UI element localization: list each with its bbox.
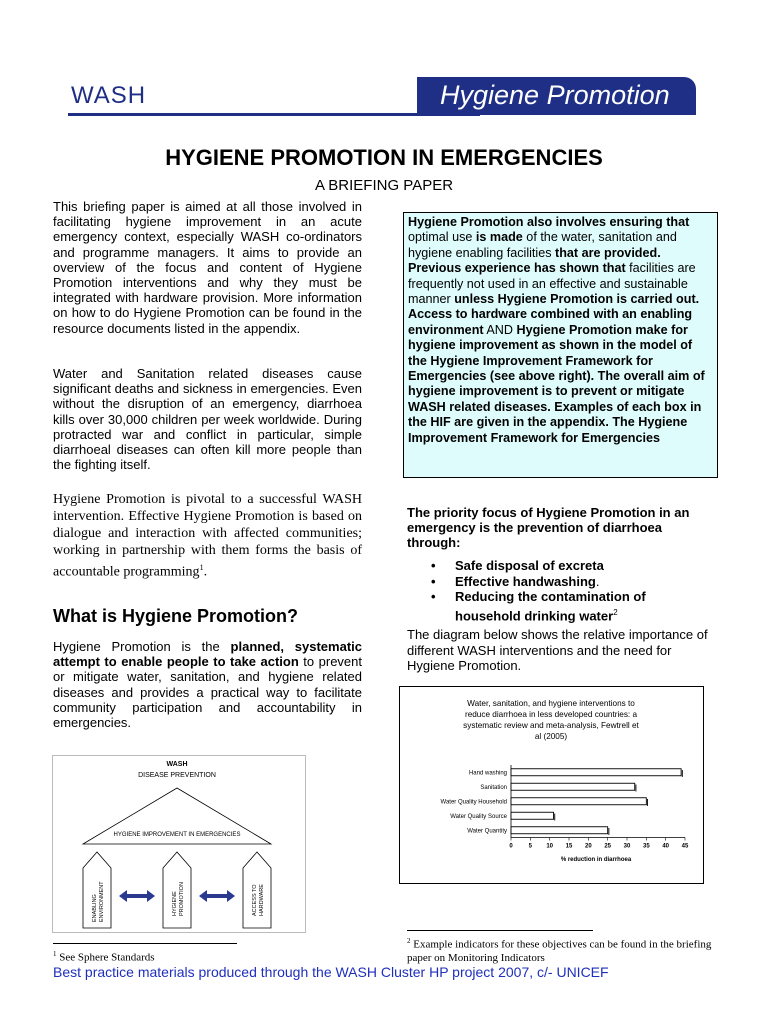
chart-title-line-2: reduce diarrhoea in less developed countries: a <box>464 710 638 719</box>
chart-x-axis-label: % reduction in diarrhoea <box>560 857 632 863</box>
section-heading: What is Hygiene Promotion? <box>53 606 299 626</box>
diagram-intro-paragraph: The diagram below shows the relative importance of different WASH interventions and the need for Hygiene Promotion. <box>407 627 708 673</box>
pillar-promotion-label-1: HYGIENE <box>172 891 178 916</box>
chart-bar <box>511 798 646 805</box>
box-s4: of the water, sanitation and hygiene enabling facilities <box>408 230 677 260</box>
chart-title-line-1: Water, sanitation, and hygiene interventions to <box>467 699 635 708</box>
hif-diagram <box>52 755 306 933</box>
priority-list <box>431 558 711 623</box>
chart-category-label: Sanitation <box>480 784 507 791</box>
box-s7: unless Hygiene Promotion is carried out. Access to hardware combined with an enabling environment <box>408 292 700 337</box>
chart-plot-area <box>441 765 689 850</box>
hif-diagram-svg <box>53 756 305 932</box>
footnote-1 <box>53 948 353 965</box>
page-subtitle: A BRIEFING PAPER <box>314 177 454 194</box>
chart-frame <box>399 686 704 884</box>
footnote-rule-right <box>407 930 593 931</box>
footnote-ref-1: 1 <box>199 563 204 572</box>
wash-label: WASH <box>71 82 147 109</box>
definition-rest: to prevent or mitigate water, sanitation, and hygiene related diseases and provides a practical way to facilitate community participation and accountability in emergencies. <box>53 654 362 731</box>
list-item <box>431 589 711 623</box>
footnote-rule-left <box>53 943 237 944</box>
diseases-paragraph: Water and Sanitation related diseases cause significant deaths and sickness in emergencies. Even without the disruption of an emergency, diarrhoea kills over 30,000 children per week worldwide. During protracted war and conflict in particular, simple diarrhoeal diseases can often kill more people than the fighting itself. <box>53 366 362 473</box>
chart-title-line-4: al (2005) <box>534 732 568 741</box>
banner-title: Hygiene Promotion <box>440 80 670 110</box>
pillar-enabling-label-2: ENVIRONMENT <box>99 881 105 922</box>
credits-line: Best practice materials produced through the WASH Cluster HP project 2007, c/- UNICEF <box>53 964 609 980</box>
priority-paragraph: The priority focus of Hygiene Promotion in an emergency is the prevention of diarrhoea through: <box>407 505 690 551</box>
footnote-2 <box>407 935 717 965</box>
chart-x-tick-label: 0 <box>509 843 513 850</box>
footnote-2-text: Example indicators for these objectives can be found in the briefing paper on Monitoring Indicators <box>407 938 712 964</box>
chart-x-tick-label: 35 <box>642 843 650 850</box>
chart-bar <box>511 783 635 790</box>
chart-x-tick-label: 45 <box>681 843 689 850</box>
chart-x-tick-label: 20 <box>584 843 592 850</box>
footnote-1-number: 1 <box>53 950 57 958</box>
chart-x-tick-label: 15 <box>565 843 573 850</box>
chart-x-tick-label: 25 <box>604 843 612 850</box>
chart-category-label: Water Quality Source <box>450 813 507 820</box>
box-s9: Hygiene Promotion make for hygiene improvement as shown in the model of the Hygiene Improvement Framework for Emergencies (see above right). The overall aim of hygiene improvement is to prevent or mitigate WASH related diseases. Examples of each box in the HIF are given in the appendix. The Hygiene Improvement Framework for Emergencies <box>408 322 705 445</box>
chart-x-tick-label: 10 <box>546 843 554 850</box>
chart-bar <box>511 812 554 819</box>
chart-title-line-3: systematic review and meta-analysis, Fewtrell et <box>463 721 639 730</box>
chart-x-tick-label: 40 <box>662 843 670 850</box>
pillar-promotion-label-2: PROMOTION <box>179 882 185 916</box>
page-title: HYGIENE PROMOTION IN EMERGENCIES <box>165 145 603 170</box>
diagram-top-2: DISEASE PREVENTION <box>138 772 216 779</box>
chart-bar <box>511 769 681 776</box>
box-s6: facilities are frequently not used in an effective and sustainable manner <box>408 261 696 307</box>
chart-bar <box>511 827 608 834</box>
bar-chart <box>400 687 703 883</box>
box-s3: is made <box>475 230 523 245</box>
double-arrow-left-icon <box>119 890 155 902</box>
pivotal-end: . <box>203 564 208 580</box>
footnote-1-text: See Sphere Standards <box>56 951 155 964</box>
bullet-2-end: . <box>595 573 600 589</box>
chart-x-tick-label: 5 <box>528 843 533 850</box>
list-item <box>431 574 711 590</box>
definition-lead: Hygiene Promotion is the <box>53 639 231 654</box>
double-arrow-right-icon <box>199 890 235 902</box>
chart-x-tick-label: 30 <box>623 843 631 850</box>
pillar-hardware-label-1: ACCESS TO <box>252 884 258 916</box>
box-s8: AND <box>483 322 517 337</box>
box-s2: optimal use <box>408 230 476 245</box>
highlight-box <box>403 212 718 478</box>
footnote-2-number: 2 <box>407 937 411 945</box>
chart-category-label: Hand washing <box>468 770 507 777</box>
box-s1: Hygiene Promotion also involves ensuring that <box>408 215 690 229</box>
pivotal-text: Hygiene Promotion is pivotal to a successful WASH intervention. Effective Hygiene Promotion is based on dialogue and interaction with affected communities; working in partnership with them forms the basis of accountable programming <box>53 492 362 580</box>
chart-category-label: Water Quality Household <box>440 799 507 806</box>
pivotal-paragraph <box>53 491 362 581</box>
chart-category-label: Water Quantity <box>467 828 507 835</box>
intro-paragraph: This briefing paper is aimed at all those involved in facilitating hygiene improvement in an acute emergency context, especially WASH co-ordinators and programme managers. It aims to provide an overview of the focus and content of Hygiene Promotion interventions and why they must be integrated with hardware provision. More information on how to do Hygiene Promotion can be found in the resource documents listed in the appendix. <box>53 199 362 336</box>
pillar-hardware-label-2: HARDWARE <box>259 884 265 916</box>
diagram-top-1: WASH <box>166 761 188 768</box>
definition-paragraph <box>53 639 362 730</box>
bullet-1-text: Safe disposal of excreta <box>455 558 604 573</box>
box-s5: that are provided. Previous experience has shown that <box>408 245 661 276</box>
list-item <box>431 558 711 574</box>
bullet-2-text: Effective handwashing <box>455 573 596 589</box>
diagram-roof-label: HYGIENE IMPROVEMENT IN EMERGENCIES <box>113 832 241 838</box>
pillar-enabling-label-1: ENABLING <box>92 894 98 922</box>
footnote-ref-2: 2 <box>613 607 618 617</box>
definition-bold: planned, systematic attempt to enable people to take action <box>53 639 362 670</box>
bullet-3-text: Reducing the contamination of household drinking water <box>455 589 646 623</box>
